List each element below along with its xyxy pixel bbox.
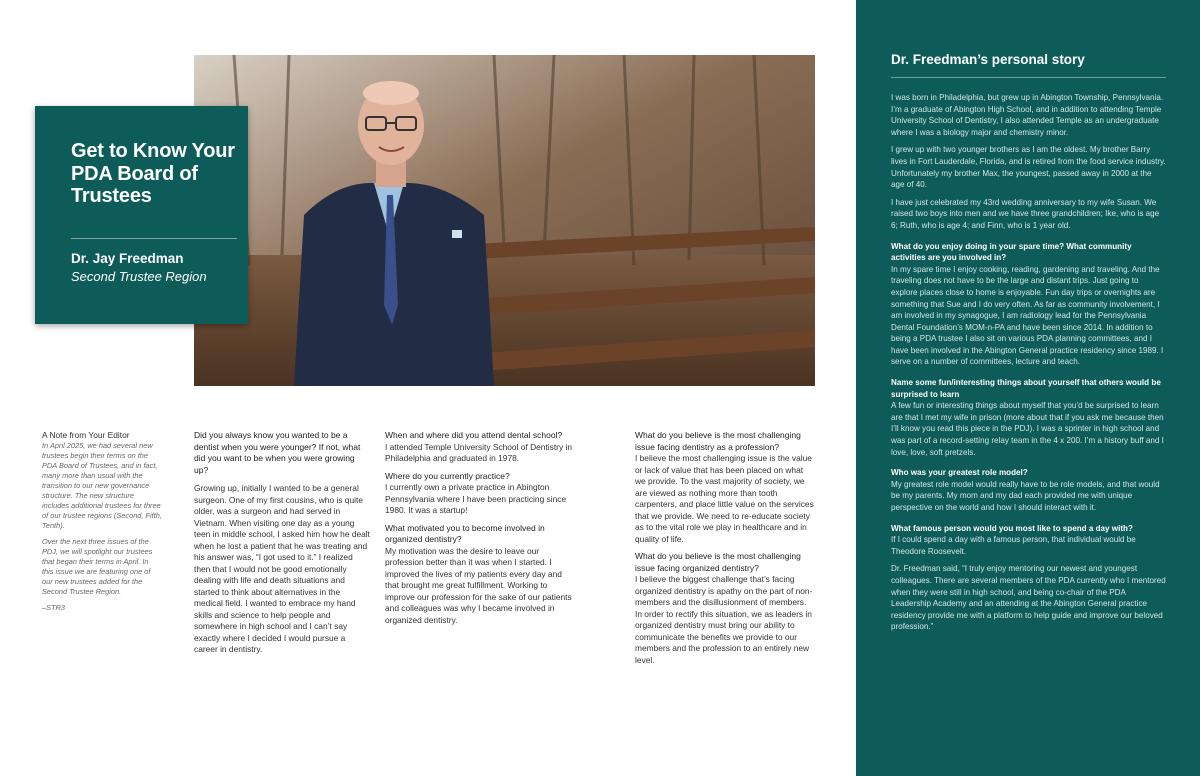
- answer: My motivation was the desire to leave our profession better than it was when I started. I improved the lives of my patients every day and that brought me great fulfillment. Working to improve our profession for the sake of our patients and colleagues was why I became involved in organized dentistry.: [385, 545, 572, 625]
- title-box: [35, 106, 248, 324]
- question: Name some fun/interesting things about yourself that others would be surprised to learn: [891, 378, 1161, 399]
- story-paragraph: I grew up with two younger brothers as I am the oldest. My brother Barry lives in Fort Lauderdale, Florida, and is retired from the food service industry. Unfortunately my brother Max, the youngest, passed away in 2000 at the age of 40.: [891, 145, 1166, 190]
- answer: I currently own a private practice in Abington Pennsylvania where I have been practicing since 1980. It was a startup!: [385, 482, 567, 515]
- editor-note-signature: –STR3: [42, 603, 66, 612]
- portrait-photo: [194, 55, 815, 386]
- question: Where do you currently practice?: [385, 470, 510, 481]
- editor-note-paragraph: Over the next three issues of the PDJ, we will spotlight our trustees that began their terms in April. In this issue we are featuring one of our new trustees added for the Second Trustee Region.: [42, 537, 153, 596]
- question: When and where did you attend dental school?: [385, 430, 563, 440]
- page-title: Get to Know Your PDA Board of Trustees: [71, 140, 235, 207]
- trustee-name: Dr. Jay Freedman: [71, 251, 184, 266]
- quote: Dr. Freedman said, “I truly enjoy mentoring our newest and youngest colleagues. There are several members of the PDA currently who I mentored when they were still in high school, and being co-chair of the PDA Leadership Academy and an attending at the Abington General practice residency provide me with a platform to help guide and improve our beloved profession.”: [891, 564, 1166, 632]
- question: What do you believe is the most challenging issue facing organized dentistry?: [635, 551, 801, 573]
- interview-column-2: [385, 430, 573, 632]
- question: What do you enjoy doing in your spare time? What community activities are you involved in?: [891, 241, 1132, 263]
- question: What famous person would you most like to spend a day with?: [891, 523, 1133, 533]
- interview-column-1: [194, 430, 370, 662]
- answer: I believe the biggest challenge that’s facing organized dentistry is apathy on the part of non-members and the disillusionment of members. In order to rectify this situation, we as leaders in organized dentistry must bring our ability to communicate the benefits we provide to our members and the profession to an entirely new level.: [635, 574, 813, 665]
- answer: I believe the most challenging issue is the value or lack of value that has been placed on what we provide. To the vast majority of society, we are viewed as nothing more than tooth carpenters, and place little value on the services that we provide. We need to re-educate society as to the vital role we play in healthcare and in quality of life.: [635, 453, 814, 544]
- personal-story-sidebar: [856, 0, 1200, 776]
- question: What do you believe is the most challenging issue facing dentistry as a profession?: [635, 430, 801, 452]
- editor-note-paragraph: In April 2025, we had several new trustees begin their terms on the PDA Board of Trustees, and in fact, many more than usual with the transition to our new governance structure. The new structure includes additional trustees for three of our trustee regions (Second, Fifth, Tenth).: [42, 441, 162, 530]
- sidebar-divider: [891, 77, 1166, 78]
- question: What motivated you to become involved in organized dentistry?: [385, 522, 545, 544]
- question: Did you always know you wanted to be a dentist when you were younger? If not, what did you want to be when you were growing up?: [194, 430, 361, 475]
- editor-note-heading: A Note from Your Editor: [42, 430, 130, 440]
- sidebar-title: Dr. Freedman’s personal story: [891, 52, 1085, 67]
- sidebar-body: [891, 92, 1166, 639]
- answer: I attended Temple University School of Dentistry in Philadelphia and graduated in 1978.: [385, 441, 572, 463]
- trustee-region: Second Trustee Region: [71, 269, 207, 284]
- story-paragraph: I have just celebrated my 43rd wedding anniversary to my wife Susan. We raised two boys into men and we have three grandchildren; Ike, who is age 6; Ruth, who is age 4; and Finn, who is 1 year old.: [891, 197, 1160, 230]
- editor-note: [42, 430, 162, 619]
- interview-column-3: [635, 430, 815, 672]
- divider: [71, 238, 237, 239]
- answer: Growing up, initially I wanted to be a general surgeon. One of my first cousins, who is quite older, was a surgeon and had served in Vietnam. When visiting one day as a young teen in middle school, I asked him how he dealt when he lost a patient that he was treating and his answer was, “I got used to it.” I realized then that I would not be good emotionally dealing with life and death situations and started to think about alternatives in the medical field. I wanted to embrace my hand skills and science to help people and somewhere in high school and I can’t say exactly where I decided I would pursue a career in dentistry.: [194, 483, 370, 654]
- question: Who was your greatest role model?: [891, 468, 1028, 478]
- answer: A few fun or interesting things about myself that you’d be surprised to learn are that I met my wife in prison (more about that if you ask me because then I’ll know you read this piece in the PDJ). I was a sprinter in high school and was part of a record-setting relay team in the 4 x 200. I’m a history buff and I love, love, soft pretzels.: [891, 401, 1164, 457]
- story-paragraph: I was born in Philadelphia, but grew up in Abington Township, Pennsylvania. I’m a graduate of Abington High School, and in addition to attending Temple University School of Dentistry, I also attended Temple as an undergraduate where I was a biology major and chemistry minor.: [891, 93, 1164, 137]
- answer: In my spare time I enjoy cooking, reading, gardening and traveling. And the traveling does not have to be the large and distant trips. Just going to explore places close to home is enjoyable. Fun day trips or overnights are something that Sue and I do very often. As far as community involvement, I am involved in my synagogue, I am radiology lead for the Pennsylvania Dental Foundation’s MOM-n-PA and have been since 2014. In addition to being a PDA trustee I also sit on various PDA planning committees, and I have been involved in the Abington General practice residency since 1989. I serve on a number of committees, lecture and teach.: [891, 264, 1164, 367]
- answer: If I could spend a day with a famous person, that individual would be Theodore Roosevelt.: [891, 535, 1136, 556]
- answer: My greatest role model would really have to be role models, and that would be my parents. My mom and my dad each provided me with unique perspective on the world and how I should interact with it.: [891, 479, 1160, 512]
